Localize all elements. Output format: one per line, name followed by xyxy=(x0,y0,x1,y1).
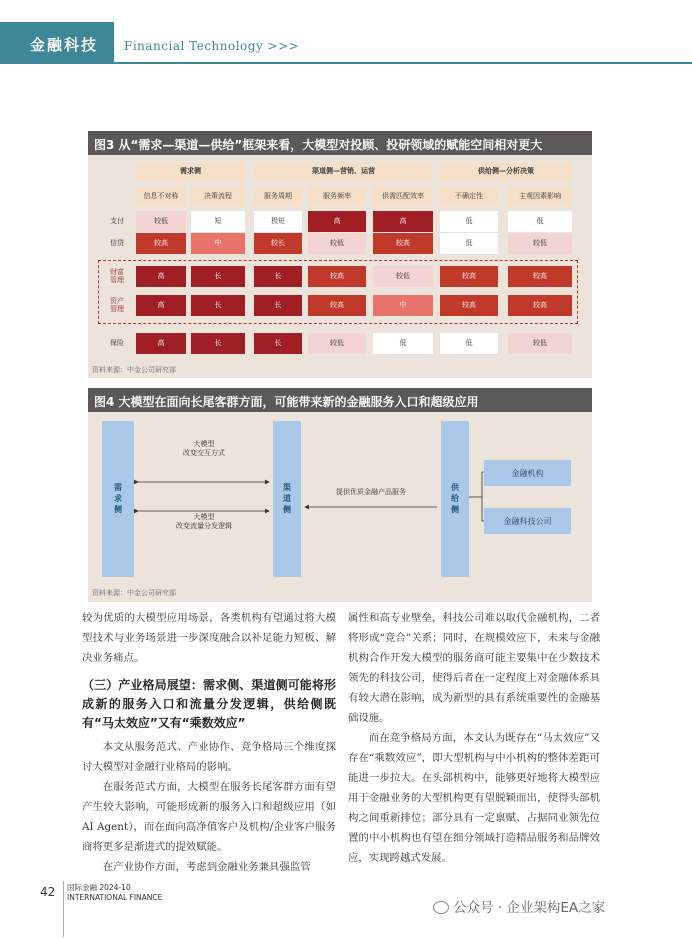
magazine-issue: 国际金融 2024-10 xyxy=(67,883,131,892)
supply-side-column: 供给侧 xyxy=(441,421,469,577)
paragraph: 本文从服务范式、产业协作、竞争格局三个维度探讨大模型对金融行业格局的影响。 xyxy=(82,741,336,773)
table-cell: 高 xyxy=(136,266,186,287)
watermark xyxy=(433,896,605,916)
magazine-name-en: INTERNATIONAL FINANCE xyxy=(67,893,163,902)
table-cell: 低 xyxy=(440,211,498,232)
arrow1-label: 大模型 改变交互方式 xyxy=(183,440,225,458)
section-title-cn: 金融科技 xyxy=(30,36,99,54)
paragraph: 在产业协作方面，考虑到金融业务兼具强监管 xyxy=(102,861,311,873)
group-header: 需求侧 xyxy=(136,163,245,181)
table-cell: 较长 xyxy=(254,233,302,254)
row-label: 保险 xyxy=(110,338,124,347)
table-cell: 较高 xyxy=(440,295,498,316)
table-cell: 较高 xyxy=(308,295,366,316)
table-cell: 较低 xyxy=(308,333,366,354)
row-label: 财富 管理 xyxy=(110,267,124,284)
table-cell: 较低 xyxy=(373,266,433,287)
table-cell: 极短 xyxy=(254,211,302,232)
arrow2-label: 大模型 改变流量分发逻辑 xyxy=(176,513,232,531)
column-header: 服务周期 xyxy=(254,187,302,206)
figure-4-title: 图4 大模型在面向长尾客群方面，可能带来新的金融服务入口和超级应用 xyxy=(88,388,592,412)
figure-3-title: 图3 从“需求—渠道—供给”框架来看，大模型对投顾、投研领域的赋能空间相对更大 xyxy=(88,131,592,155)
table-cell: 低 xyxy=(508,211,572,232)
table-cell: 中 xyxy=(373,295,433,316)
row-label: 信贷 xyxy=(110,238,124,247)
table-cell: 较高 xyxy=(136,233,186,254)
demand-side-column: 需求侧 xyxy=(102,421,134,577)
page-header xyxy=(0,0,692,64)
table-cell: 低 xyxy=(440,333,498,354)
paragraph: 属性和高专业壁垒，科技公司难以取代金融机构，二者将形成“竞合”关系；同时，在规模效应下，未来与金融机构合作开发大模型的服务商可能主要集中在少数技术领先的科技公司，使得后者在一定程度上对金融体系具有较大潜在影响，成为新型的具有系统重要性的金融基础设施。 xyxy=(348,612,600,724)
highlight-box xyxy=(98,260,578,324)
section-heading: （三）产业格局展望：需求侧、渠道侧可能将形成新的服务入口和流量分发逻辑，供给侧既有“马太效应”又有“乘数效应” xyxy=(82,678,336,730)
paragraph: 较为优质的大模型应用场景，各类机构有望通过将大模型技术与业务场景进一步深度融合以补足能力短板、解决业务痛点。 xyxy=(82,612,336,664)
figure-4-source: 资料来源：中金公司研究部 xyxy=(92,589,176,597)
table-cell: 长 xyxy=(254,295,302,316)
table-cell: 高 xyxy=(373,211,433,232)
figure-3 xyxy=(88,131,592,378)
table-cell: 较低 xyxy=(136,211,186,232)
paragraph: 而在竞争格局方面，本文认为既存在“马太效应”又存在“乘数效应”，即大型机构与中小机构的整体差距可能进一步拉大。在头部机构中，能够更好地将大模型应用于金融业务的大型机构更有望脱颖而出，使得头部机构之间重新排位；部分具有一定禀赋、占据同业领先位置的中小机构也有望在细分领域打造精品服务和品牌效应，实现跨越式发展。 xyxy=(348,732,600,864)
table-cell: 较高 xyxy=(508,295,572,316)
column-header: 主观因素影响 xyxy=(508,187,572,206)
column-header: 信息不对称 xyxy=(136,187,186,206)
table-cell: 较低 xyxy=(308,233,366,254)
financial-institution-box: 金融机构 xyxy=(484,460,571,486)
table-cell: 较高 xyxy=(373,233,433,254)
figure-4-arrows xyxy=(88,388,592,602)
figure-3-source: 资料来源：中金公司研究部 xyxy=(92,366,176,374)
table-cell: 高 xyxy=(136,295,186,316)
wechat-icon xyxy=(433,901,449,914)
group-header: 供给侧—分析决策 xyxy=(440,163,572,181)
footer-divider xyxy=(63,881,64,937)
table-cell: 低 xyxy=(440,233,498,254)
section-title-en: Financial Technology >>> xyxy=(124,39,300,53)
column-header: 供需匹配效率 xyxy=(373,187,433,206)
watermark-text: 公众号 · 企业架构EA之家 xyxy=(453,900,606,916)
table-cell: 较高 xyxy=(440,266,498,287)
table-cell: 长 xyxy=(191,295,245,316)
table-cell: 长 xyxy=(254,266,302,287)
table-cell: 长 xyxy=(254,333,302,354)
table-cell: 较高 xyxy=(308,266,366,287)
fintech-company-box: 金融科技公司 xyxy=(484,508,571,534)
table-cell: 较低 xyxy=(508,233,572,254)
header-rule xyxy=(114,62,692,64)
table-cell: 长 xyxy=(191,266,245,287)
arrow3-label: 提供优质金融产品服务 xyxy=(336,488,406,496)
column-header: 不确定性 xyxy=(440,187,498,206)
magazine-name xyxy=(67,883,162,903)
body-left-column xyxy=(82,608,336,877)
group-header: 渠道侧—营销、运营 xyxy=(254,163,433,181)
table-cell: 较低 xyxy=(508,333,572,354)
column-header: 服务频率 xyxy=(308,187,366,206)
page-number: 42 xyxy=(40,885,56,899)
table-cell: 短 xyxy=(191,211,245,232)
paragraph: 在服务范式方面，大模型在服务长尾客群方面有望产生较大影响，可能形成新的服务入口和超级应用（如AI Agent），而在面向高净值客户及机构/企业客户服务商将更多是渐进式的提效赋能。 xyxy=(82,781,336,853)
table-cell: 长 xyxy=(191,333,245,354)
channel-side-column: 渠道侧 xyxy=(273,421,301,577)
table-cell: 中 xyxy=(191,233,245,254)
row-label: 支付 xyxy=(110,216,124,225)
table-cell: 高 xyxy=(308,211,366,232)
row-label: 资产 管理 xyxy=(110,296,124,313)
table-cell: 高 xyxy=(136,333,186,354)
body-right-column xyxy=(348,608,600,868)
figure-4 xyxy=(88,388,592,602)
table-cell: 较高 xyxy=(508,266,572,287)
table-cell: 低 xyxy=(373,333,433,354)
column-header: 决策流程 xyxy=(191,187,245,206)
